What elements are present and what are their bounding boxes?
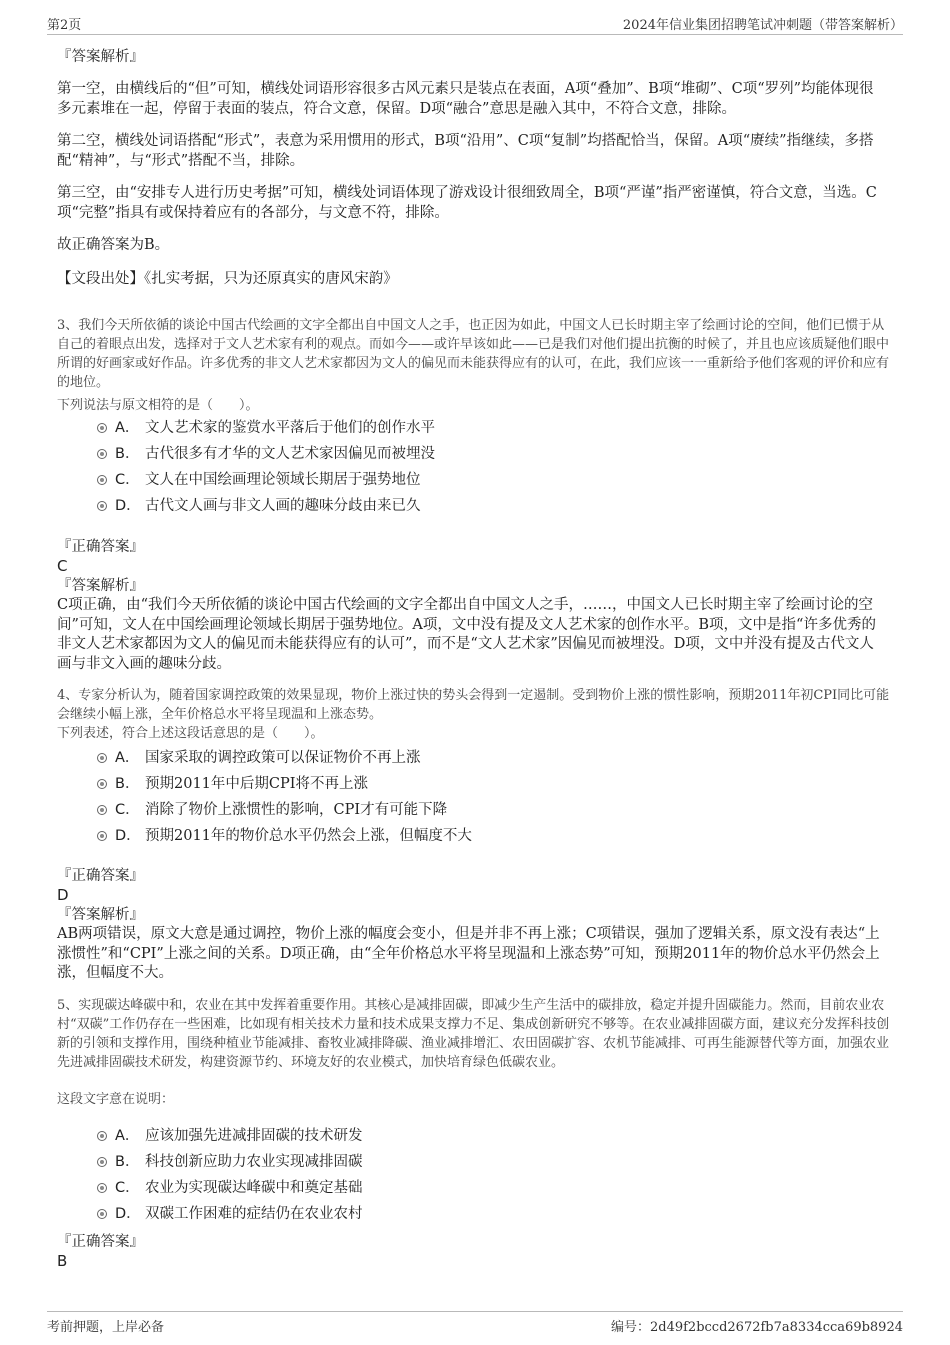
- document-id: 编号：2d49f2bccd2672fb7a8334cca69b8924: [610, 1320, 903, 1335]
- footer-slogan: 考前押题，上岸必备: [47, 1320, 165, 1335]
- radio-icon[interactable]: [97, 501, 107, 511]
- question-stem: 3、我们今天所依循的谈论中国古代绘画的文字全都出自中国文人之手，也正因为如此，中国文人已长时期主宰了绘画讨论的空间，他们已惯于从自己的着眼点出发，选择对于文人艺术家有利的观点。而如今——或许早该如此——已是我们对他们提出抗衡的时候了，并且也应该质疑他们眼中所谓的好画家或好作品。许多优秀的非文人艺术家都因为文人的偏见而未能获得应有的认可，在此，我们应该一一重新给予他们客观的评价和应有的地位。: [57, 318, 890, 390]
- option-d[interactable]: D． 双碳工作困难的症结仍在农业农村: [97, 1204, 363, 1224]
- option-b[interactable]: B． 预期2011年中后期CPI将不再上涨: [97, 774, 368, 794]
- analysis-label: 『答案解析』: [57, 578, 144, 594]
- page-footer: [47, 1311, 903, 1334]
- radio-icon[interactable]: [97, 423, 107, 433]
- answer-label: 『正确答案』: [57, 539, 144, 555]
- answer-label: 『正确答案』: [57, 1234, 144, 1250]
- correct-answer: D: [57, 886, 69, 904]
- radio-icon[interactable]: [97, 753, 107, 763]
- radio-icon[interactable]: [97, 779, 107, 789]
- analysis-label: 『答案解析』: [57, 49, 144, 65]
- radio-icon[interactable]: [97, 1131, 107, 1141]
- analysis-paragraph: 第二空，横线处词语搭配“形式”，表意为采用惯用的形式，B项“沿用”、C项“复制”均搭配恰当，保留。A项“赓续”指继续，多搭配“精神”，与“形式”搭配不当，排除。: [57, 133, 874, 169]
- option-c[interactable]: C． 文人在中国绘画理论领域长期居于强势地位: [97, 470, 421, 490]
- radio-icon[interactable]: [97, 831, 107, 841]
- page-header: [47, 14, 903, 35]
- question-prompt: 下列说法与原文相符的是（ ）。: [57, 398, 259, 413]
- option-c[interactable]: C． 农业为实现碳达峰碳中和奠定基础: [97, 1178, 363, 1198]
- option-c[interactable]: C． 消除了物价上涨惯性的影响，CPI才有可能下降: [97, 800, 447, 820]
- page-number: 第2页: [47, 18, 82, 33]
- radio-icon[interactable]: [97, 1183, 107, 1193]
- analysis-paragraph: C项正确，由“我们今天所依循的谈论中国古代绘画的文字全都出自中国文人之手，……，中国文人已长时期主宰了绘画讨论的空间”可知，文人在中国绘画理论领域长期居于强势地位。A项，文中没有提及文人艺术家的创作水平。B项，文中是指“许多优秀的非文人艺术家都因为文人的偏见而未能获得应有的认可”，而不是“文人艺术家”因偏见而被埋没。D项，文中并没有提及古代文人画与非文入画的趣味分歧。: [57, 597, 876, 672]
- analysis-paragraph: 第三空，由“安排专人进行历史考据”可知，横线处词语体现了游戏设计很细致周全，B项“严谨”指严密谨慎，符合文意，当选。C项“完整”指具有或保持着应有的各部分，与文意不符，排除。: [57, 185, 877, 221]
- radio-icon[interactable]: [97, 1157, 107, 1167]
- option-a[interactable]: A． 文人艺术家的鉴赏水平落后于他们的创作水平: [97, 418, 435, 438]
- analysis-label: 『答案解析』: [57, 907, 144, 923]
- source-citation: 【文段出处】《扎实考据，只为还原真实的唐风宋韵》: [57, 271, 398, 287]
- radio-icon[interactable]: [97, 1209, 107, 1219]
- radio-icon[interactable]: [97, 805, 107, 815]
- analysis-paragraph: AB两项错误，原文大意是通过调控，物价上涨的幅度会变小，但是并非不再上涨；C项错误，强加了逻辑关系，原文没有表达“上涨惯性”和“CPI”上涨之间的关系。D项正确，由“全年价格总水平将呈现温和上涨态势”可知，预期2011年的物价总水平仍然会上涨，但幅度不大。: [57, 926, 880, 981]
- question-prompt: 下列表述，符合上述这段话意思的是（ ）。: [57, 726, 324, 741]
- option-b[interactable]: B． 古代很多有才华的文人艺术家因偏见而被埋没: [97, 444, 435, 464]
- option-b[interactable]: B． 科技创新应助力农业实现减排固碳: [97, 1152, 363, 1172]
- question-stem: 4、专家分析认为，随着国家调控政策的效果显现，物价上涨过快的势头会得到一定遏制。受到物价上涨的惯性影响，预期2011年初CPI同比可能会继续小幅上涨，全年价格总水平将呈现温和上涨态势。: [57, 688, 890, 722]
- question-stem: 5、实现碳达峰碳中和，农业在其中发挥着重要作用。其核心是减排固碳，即减少生产生活中的碳排放，稳定并提升固碳能力。然而，目前农业农村“双碳”工作仍存在一些困难，比如现有相关技术力量和技术成果支撑力不足、集成创新研究不够等。在农业减排固碳方面，建议充分发挥科技创新的引领和支撑作用，围绕种植业节能减排、畜牧业减排降碳、渔业减排增汇、农田固碳扩容、农机节能减排、可再生能源替代等方面，加强农业先进减排固碳技术研发，构建资源节约、环境友好的农业模式，加快培育绿色低碳农业。: [57, 998, 890, 1070]
- correct-answer: C: [57, 557, 68, 575]
- option-d[interactable]: D． 预期2011年的物价总水平仍然会上涨，但幅度不大: [97, 826, 472, 846]
- document-title: 2024年信业集团招聘笔试冲刺题（带答案解析）: [622, 18, 903, 33]
- radio-icon[interactable]: [97, 475, 107, 485]
- analysis-paragraph: 第一空，由横线后的“但”可知，横线处词语形容很多古风元素只是装点在表面，A项“叠加”、B项“堆砌”、C项“罗列”均能体现很多元素堆在一起，停留于表面的装点，符合文意，保留。D项“融合”意思是融入其中，不符合文意，排除。: [57, 81, 874, 117]
- radio-icon[interactable]: [97, 449, 107, 459]
- option-a[interactable]: A． 国家采取的调控政策可以保证物价不再上涨: [97, 748, 421, 768]
- conclusion: 故正确答案为B。: [57, 237, 170, 253]
- option-d[interactable]: D． 古代文人画与非文人画的趣味分歧由来已久: [97, 496, 421, 516]
- option-a[interactable]: A． 应该加强先进减排固碳的技术研发: [97, 1126, 363, 1146]
- correct-answer: B: [57, 1252, 68, 1270]
- answer-label: 『正确答案』: [57, 868, 144, 884]
- question-prompt: 这段文字意在说明：: [57, 1092, 175, 1107]
